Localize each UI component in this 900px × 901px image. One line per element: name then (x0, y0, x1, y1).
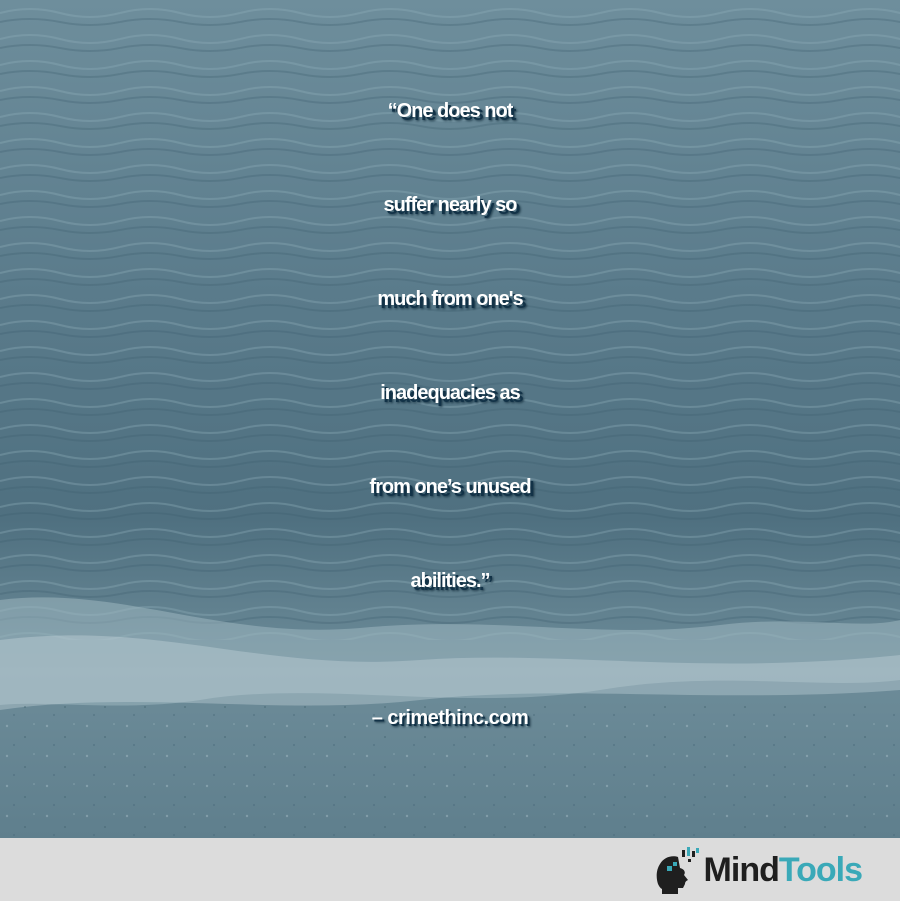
quote-line-5: from one’s unused (369, 476, 531, 498)
quote-line-1: “One does not (387, 100, 513, 122)
footer-bar (0, 838, 900, 901)
quote-line-6: abilities.” (410, 570, 490, 592)
quote-attribution: – crimethinc.com (371, 707, 529, 729)
quote-line-4: inadequacies as (380, 382, 520, 404)
brand-name-mind: Mind (703, 850, 779, 889)
brand-name-tools: Tools (778, 850, 862, 889)
mindtools-logo (650, 844, 862, 896)
quote-line-3: much from one's (377, 288, 523, 310)
quote-line-2: suffer nearly so (383, 194, 517, 216)
head-with-pixels-icon (650, 844, 702, 896)
